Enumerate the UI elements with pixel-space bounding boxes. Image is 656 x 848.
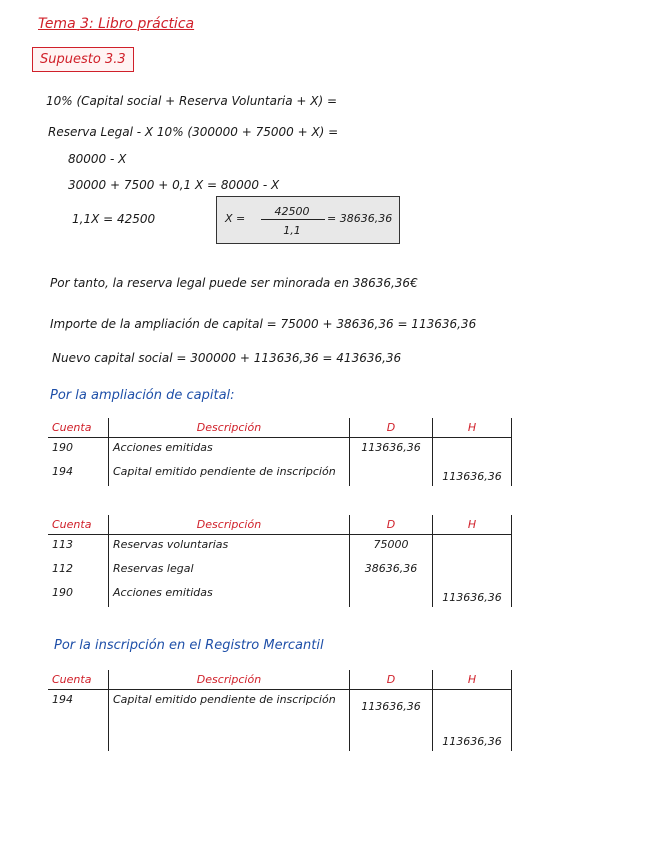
cell-descripcion: Reservas voluntarias [109,535,350,560]
cell-cuenta: 190 [48,438,109,463]
table-row [48,535,512,560]
section-title-ampliacion: Por la ampliación de capital: [50,388,235,403]
table-header-row [48,515,512,535]
conclusion-1: Por tanto, la reserva legal puede ser minorada en 38636,36€ [50,276,418,290]
header-cuenta: Cuenta [48,670,109,690]
table-row [48,462,512,486]
cell-haber [433,438,512,463]
section-title-inscripcion: Por la inscripción en el Registro Mercantil [54,638,324,653]
cell-descripcion: Reservas legal [109,559,350,583]
cell-cuenta: 190 [48,583,109,607]
cell-cuenta: 112 [48,559,109,583]
case-label-box [32,47,134,72]
result-box [216,196,400,244]
page-title: Tema 3: Libro práctica [38,16,195,32]
cell-descripcion: Acciones emitidas [109,438,350,463]
table-header-row [48,670,512,690]
header-haber: H [433,670,512,690]
calc-line-2: Reserva Legal - X 10% (300000 + 75000 + X) = [48,125,339,139]
cell-descripcion: Capital emitido pendiente de inscripción [109,462,350,486]
result-numerator: 42500 [274,205,310,218]
case-label: Supuesto 3.3 [40,52,126,67]
calc-line-3: 80000 - X [68,152,127,166]
table-row [48,559,512,583]
header-cuenta: Cuenta [48,418,109,438]
header-debe: D [350,418,433,438]
cell-haber [433,535,512,560]
journal-table-1 [48,418,512,486]
header-cuenta: Cuenta [48,515,109,535]
conclusion-3: Nuevo capital social = 300000 + 113636,36 = 413636,36 [52,351,402,365]
header-haber: H [433,515,512,535]
fraction-bar [261,219,325,220]
cell-haber: 113636,36 [433,583,512,607]
cell-haber: 113636,36 [433,462,512,486]
header-descripcion: Descripción [109,418,350,438]
table-header-row [48,418,512,438]
header-debe: D [350,515,433,535]
cell-haber: 113636,36 [433,690,512,752]
cell-debe: 38636,36 [350,559,433,583]
calc-line-1: 10% (Capital social + Reserva Voluntaria + X) = [46,94,338,108]
cell-debe [350,583,433,607]
table-row [48,690,512,752]
calc-line-5: 1,1X = 42500 [72,212,156,226]
table-row [48,438,512,463]
header-haber: H [433,418,512,438]
cell-debe: 75000 [350,535,433,560]
header-descripcion: Descripción [109,515,350,535]
result-denominator: 1,1 [283,224,301,237]
cell-cuenta: 194 [48,690,109,752]
journal-table-3 [48,670,512,751]
cell-descripcion: Acciones emitidas [109,583,350,607]
calc-line-4: 30000 + 7500 + 0,1 X = 80000 - X [68,178,280,192]
cell-debe: 113636,36 [350,438,433,463]
cell-debe: 113636,36 [350,690,433,752]
result-label: X = [225,212,246,225]
result-value: = 38636,36 [327,212,393,225]
conclusion-2: Importe de la ampliación de capital = 75000 + 38636,36 = 113636,36 [50,317,477,331]
table-row [48,583,512,607]
cell-cuenta: 194 [48,462,109,486]
journal-table-2 [48,515,512,607]
cell-debe [350,462,433,486]
cell-haber [433,559,512,583]
header-debe: D [350,670,433,690]
header-descripcion: Descripción [109,670,350,690]
cell-cuenta: 113 [48,535,109,560]
cell-descripcion: Capital emitido pendiente de inscripción [109,690,350,752]
